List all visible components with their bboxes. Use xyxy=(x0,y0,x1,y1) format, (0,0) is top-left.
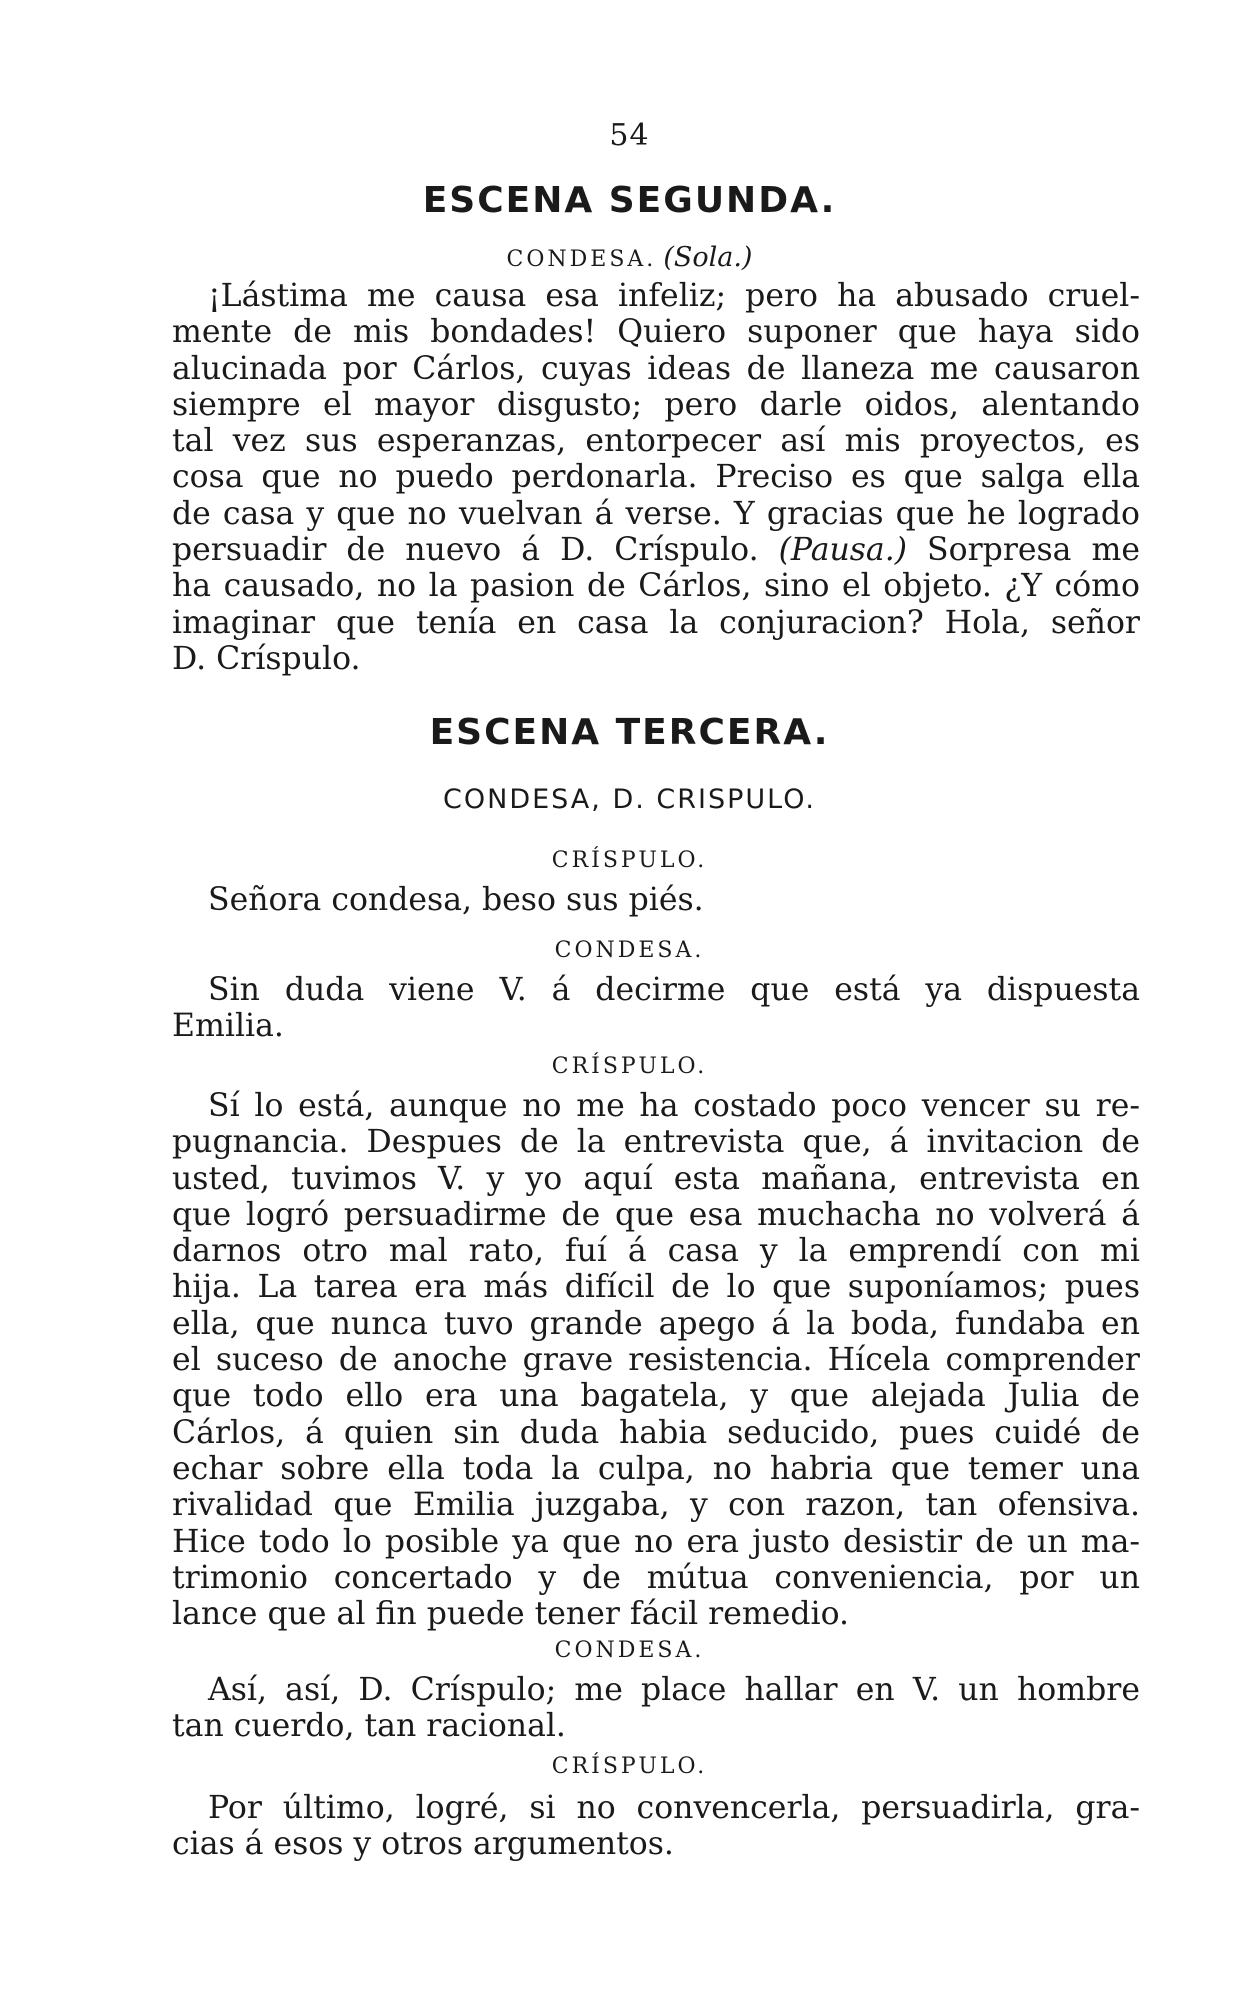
speaker-crispulo: CRÍSPULO. xyxy=(551,848,708,873)
monologue-segment: persuadir de nuevo á D. Críspulo. xyxy=(172,532,759,569)
speaker-crispulo: CRÍSPULO. xyxy=(551,1054,708,1079)
speaker-condesa-sola xyxy=(0,242,1259,273)
monologue-line-with-pause xyxy=(172,532,1140,568)
scene-characters: CONDESA, D. CRISPULO. xyxy=(443,784,816,815)
monologue-condesa xyxy=(172,278,1140,677)
scene-heading-segunda: ESCENA SEGUNDA. xyxy=(422,180,837,221)
monologue-segment: Sorpresa me xyxy=(927,532,1140,569)
monologue-line: de casa y que no vuelvan á verse. Y gracias que he logrado xyxy=(172,495,1140,532)
speech-line: rivalidad que Emilia juzgaba, y con razon, tan ofensiva. xyxy=(172,1487,1140,1524)
speech-line: Emilia. xyxy=(172,1008,284,1045)
stage-direction: (Sola.) xyxy=(663,242,753,273)
speech-line: que todo ello era una bagatela, y que alejada Julia de xyxy=(172,1378,1140,1415)
monologue-line: ¡Lástima me causa esa infeliz; pero ha abusado cruel- xyxy=(208,278,1140,314)
speech-line: Hice todo lo posible ya que no era justo desistir de un ma- xyxy=(172,1523,1140,1560)
speech-line: Así, así, D. Críspulo; me place hallar en V. un hombre xyxy=(208,1672,1140,1708)
speaker-name: CONDESA. xyxy=(506,247,657,272)
speech-condesa-2 xyxy=(172,1672,1140,1745)
speaker-condesa: CONDESA. xyxy=(554,1638,705,1663)
monologue-line: siempre el mayor disgusto; pero darle oidos, alentando xyxy=(172,386,1140,423)
speech-line: Sí lo está, aunque no me ha costado poco vencer su re- xyxy=(208,1088,1140,1124)
speech-line: hija. La tarea era más difícil de lo que suponíamos; pues xyxy=(172,1269,1140,1306)
monologue-line: alucinada por Cárlos, cuyas ideas de llaneza me causaron xyxy=(172,350,1140,387)
monologue-line: tal vez sus esperanzas, entorpecer así mis proyectos, es xyxy=(172,423,1140,460)
speech-line: tan cuerdo, tan racional. xyxy=(172,1708,566,1745)
scene-heading-tercera: ESCENA TERCERA. xyxy=(429,712,830,753)
speech-line: Cárlos, á quien sin duda habia seducido, pues cuidé de xyxy=(172,1414,1140,1451)
speech-crispulo-3 xyxy=(172,1790,1140,1863)
page-number: 54 xyxy=(609,118,650,153)
monologue-line: D. Críspulo. xyxy=(172,640,361,677)
speech-line: echar sobre ella toda la culpa, no habria que temer una xyxy=(172,1450,1140,1487)
speech-line: usted, tuvimos V. y yo aquí esta mañana, entrevista en xyxy=(172,1160,1140,1197)
speech-crispulo-1 xyxy=(172,882,1140,918)
speaker-crispulo: CRÍSPULO. xyxy=(551,1754,708,1779)
monologue-line: mente de mis bondades! Quiero suponer que haya sido xyxy=(172,314,1140,351)
monologue-line: ha causado, no la pasion de Cárlos, sino el objeto. ¿Y cómo xyxy=(172,568,1140,605)
speech-line: trimonio concertado y de mútua conveniencia, por un xyxy=(172,1559,1140,1596)
speech-line: lance que al fin puede tener fácil remedio. xyxy=(172,1596,850,1633)
speech-line: Señora condesa, beso sus piés. xyxy=(208,882,704,918)
stage-direction-pausa: (Pausa.) xyxy=(778,532,908,569)
speech-line: ella, que nunca tuvo grande apego á la boda, fundaba en xyxy=(172,1305,1140,1342)
speech-line: cias á esos y otros argumentos. xyxy=(172,1826,674,1863)
speech-line: Sin duda viene V. á decirme que está ya dispuesta xyxy=(208,972,1140,1008)
monologue-line: cosa que no puedo perdonarla. Preciso es que salga ella xyxy=(172,459,1140,496)
speech-condesa-1 xyxy=(172,972,1140,1045)
speech-line: que logró persuadirme de que esa muchacha no volverá á xyxy=(172,1196,1140,1233)
speech-line: el suceso de anoche grave resistencia. Hícela comprender xyxy=(172,1342,1140,1379)
speech-line: Por último, logré, si no convencerla, persuadirla, gra- xyxy=(208,1790,1140,1826)
speech-line: darnos otro mal rato, fuí á casa y la emprendí con mi xyxy=(172,1233,1140,1270)
monologue-line: imaginar que tenía en casa la conjuracion? Hola, señor xyxy=(172,604,1140,641)
speech-line: pugnancia. Despues de la entrevista que, á invitacion de xyxy=(172,1124,1140,1161)
speaker-condesa: CONDESA. xyxy=(554,938,705,963)
speech-crispulo-2 xyxy=(172,1088,1140,1632)
